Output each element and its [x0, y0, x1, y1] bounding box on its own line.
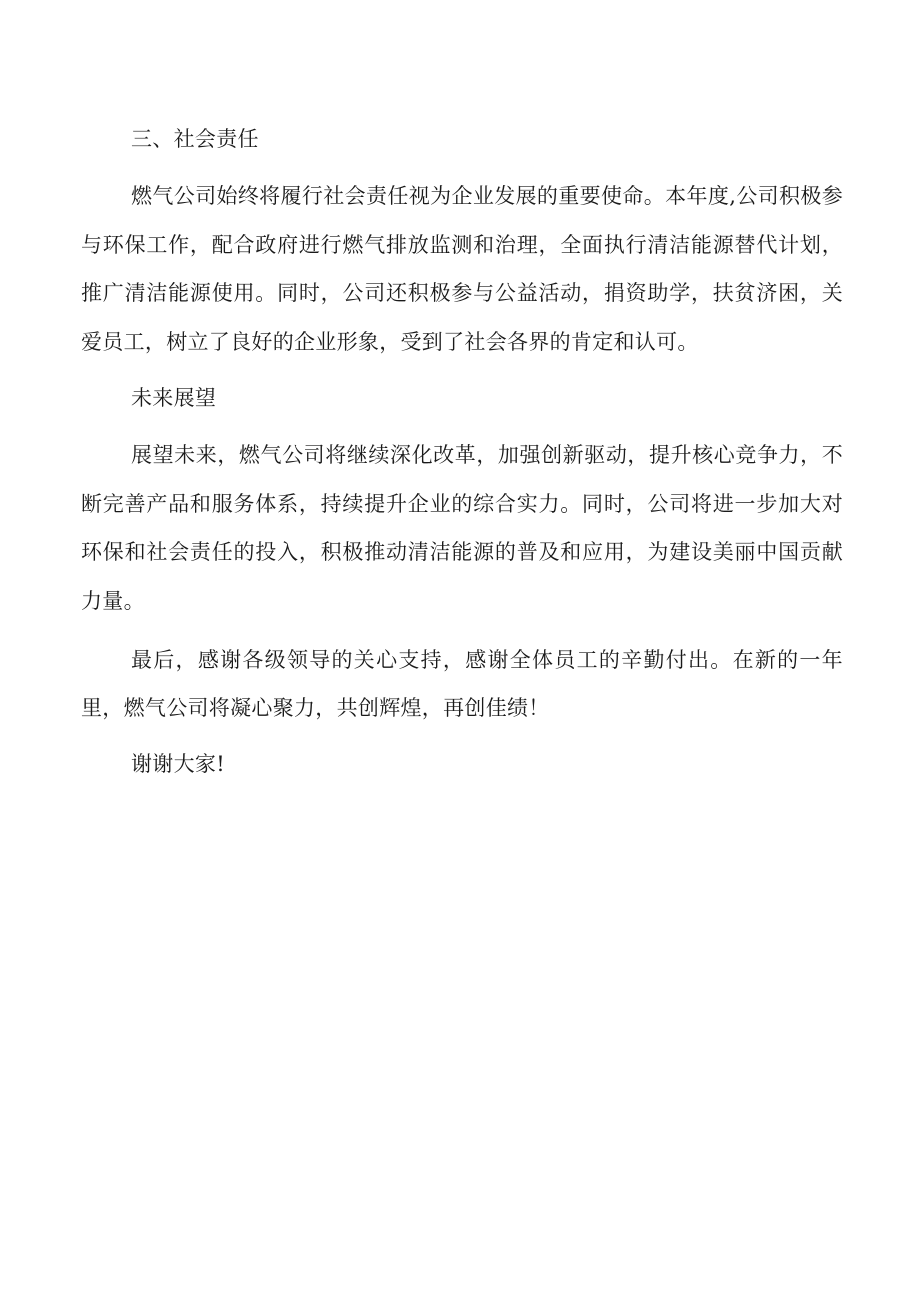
paragraph-social-responsibility: 燃气公司始终将履行社会责任视为企业发展的重要使命。本年度,公司积极参与环保工作，配合政府进行燃气排放监测和治理，全面执行清洁能源替代计划，推广清洁能源使用。同时，公司还积极参与公益活动，捐资助学，扶贫济困，关爱员工，树立了良好的企业形象，受到了社会各界的肯定和认可。 [81, 184, 843, 355]
closing-remark: 谢谢大家! [131, 752, 225, 777]
section-heading-social-responsibility: 三、社会责任 [131, 127, 259, 151]
section-heading-future-outlook: 未来展望 [131, 385, 217, 410]
paragraph-thanks: 最后，感谢各级领导的关心支持，感谢全体员工的辛勤付出。在新的一年里，燃气公司将凝心聚力，共创辉煌，再创佳绩！ [81, 647, 843, 721]
paragraph-future-outlook: 展望未来，燃气公司将继续深化改革，加强创新驱动，提升核心竞争力，不断完善产品和服务体系，持续提升企业的综合实力。同时，公司将进一步加大对环保和社会责任的投入，积极推动清洁能源的普及和应用，为建设美丽中国贡献力量。 [81, 442, 843, 613]
document-body [81, 118, 843, 785]
